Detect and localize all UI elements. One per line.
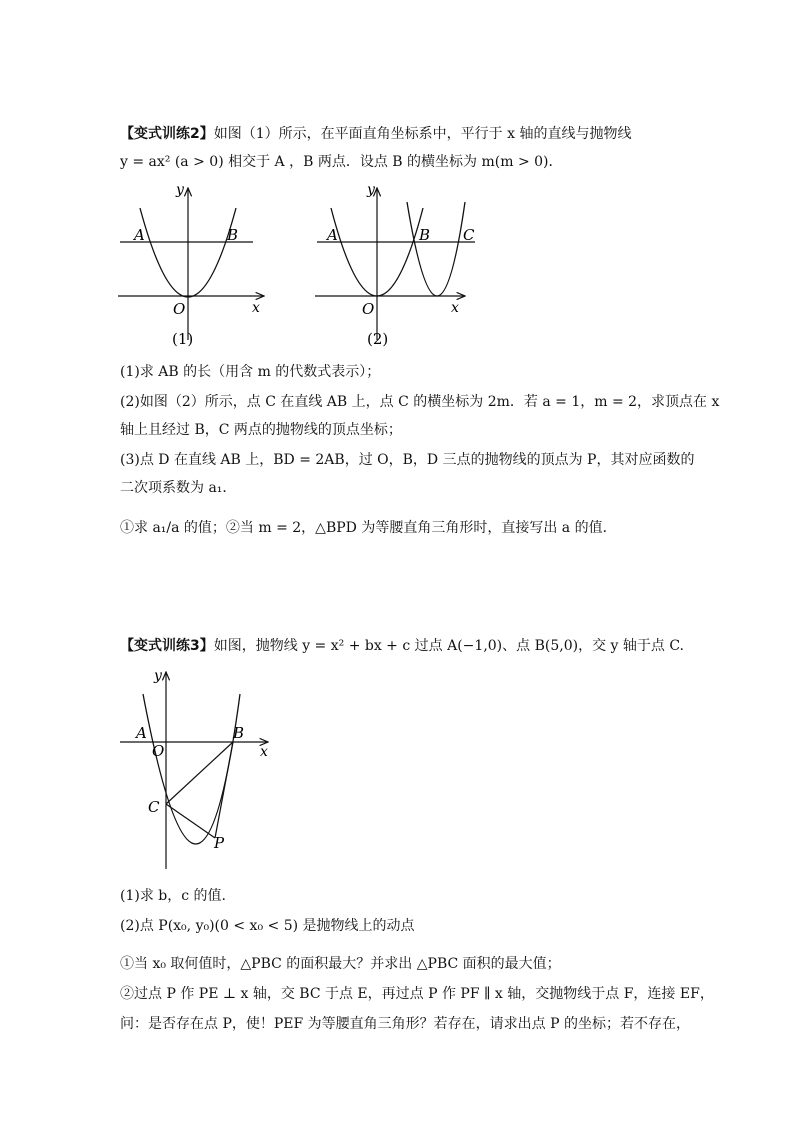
- point-b-label: B: [233, 724, 245, 742]
- point-a-label: A: [136, 724, 147, 742]
- ex3-question-2-part-1: ①当 x₀ 取何值时，△PBC 的面积最大？并求出 △PBC 面积的最大值；: [120, 956, 561, 972]
- point-b-label: B: [227, 226, 239, 244]
- origin-label: O: [152, 742, 165, 760]
- point-c-label: C: [463, 226, 475, 244]
- ex2-question-3-line-3: ①求 a₁/a 的值；②当 m = 2，△BPD 为等腰直角三角形时，直接写出 a 的值．: [120, 520, 617, 536]
- figure-caption: (1): [172, 330, 194, 348]
- x-axis-label: x: [252, 300, 260, 316]
- ex2-figure-2: [315, 180, 485, 352]
- ex3-question-1: (1)求 b，c 的值.: [120, 888, 226, 904]
- figure-caption: (2): [367, 330, 389, 348]
- parabola-through-bc: [407, 202, 465, 296]
- ex3-question-2: (2)点 P(x₀, y₀)(0 < x₀ < 5) 是抛物线上的动点: [120, 918, 415, 934]
- origin-label: O: [173, 300, 186, 318]
- x-axis-label: x: [451, 300, 459, 316]
- ex2-question-3-line-1: (3)点 D 在直线 AB 上，BD = 2AB，过 O，B，D 三点的抛物线的顶点为 P，其对应函数的: [120, 452, 695, 468]
- point-a-label: A: [327, 226, 338, 244]
- ex2-question-2-line-1: (2)如图（2）所示，点 C 在直线 AB 上，点 C 的横坐标为 2m．若 a = 1，m = 2，求顶点在 x: [120, 394, 720, 410]
- point-c-label: C: [148, 798, 160, 816]
- y-axis-label: y: [154, 668, 162, 684]
- ex3-figure: [118, 664, 278, 874]
- x-axis-label: x: [260, 744, 268, 760]
- point-b-label: B: [419, 226, 431, 244]
- ex2-intro-text-1: 如图（1）所示，在平面直角坐标系中，平行于 x 轴的直线与抛物线: [213, 126, 632, 142]
- y-axis-label: y: [176, 182, 184, 198]
- ex3-question-2-part-2-line-1: ②过点 P 作 PE ⊥ x 轴，交 BC 于点 E，再过点 P 作 PF ∥ x 轴，交抛物线于点 F，连接 EF，: [120, 986, 714, 1002]
- ex2-intro-line-2: y = ax² (a > 0) 相交于 A ，B 两点．设点 B 的横坐标为 m(m > 0)．: [120, 154, 563, 170]
- ex2-question-1: (1)求 AB 的长（用含 m 的代数式表示）；: [120, 364, 381, 380]
- segment-cp: [166, 804, 215, 838]
- point-a-label: A: [134, 226, 145, 244]
- ex2-figure-1: [118, 180, 278, 352]
- y-axis-label: y: [367, 182, 375, 198]
- ex3-heading: 【变式训练3】: [120, 638, 214, 654]
- ex2-question-2-line-2: 轴上且经过 B，C 两点的抛物线的顶点坐标；: [120, 422, 402, 438]
- ex2-intro-line-1: [120, 124, 700, 144]
- ex3-intro-text: 如图，抛物线 y = x² + bx + c 过点 A(−1,0)、点 B(5,0)，交 y 轴于点 C.: [213, 638, 684, 654]
- ex3-intro-line: [120, 636, 700, 656]
- ex2-question-3-line-2: 二次项系数为 a₁．: [120, 480, 237, 496]
- ex3-question-2-part-2-line-2: 问：是否存在点 P，使！PEF 为等腰直角三角形？若存在，请求出点 P 的坐标；若不存在，: [120, 1016, 690, 1032]
- ex2-heading: 【变式训练2】: [120, 126, 214, 142]
- point-p-label: P: [214, 834, 225, 852]
- origin-label: O: [362, 300, 375, 318]
